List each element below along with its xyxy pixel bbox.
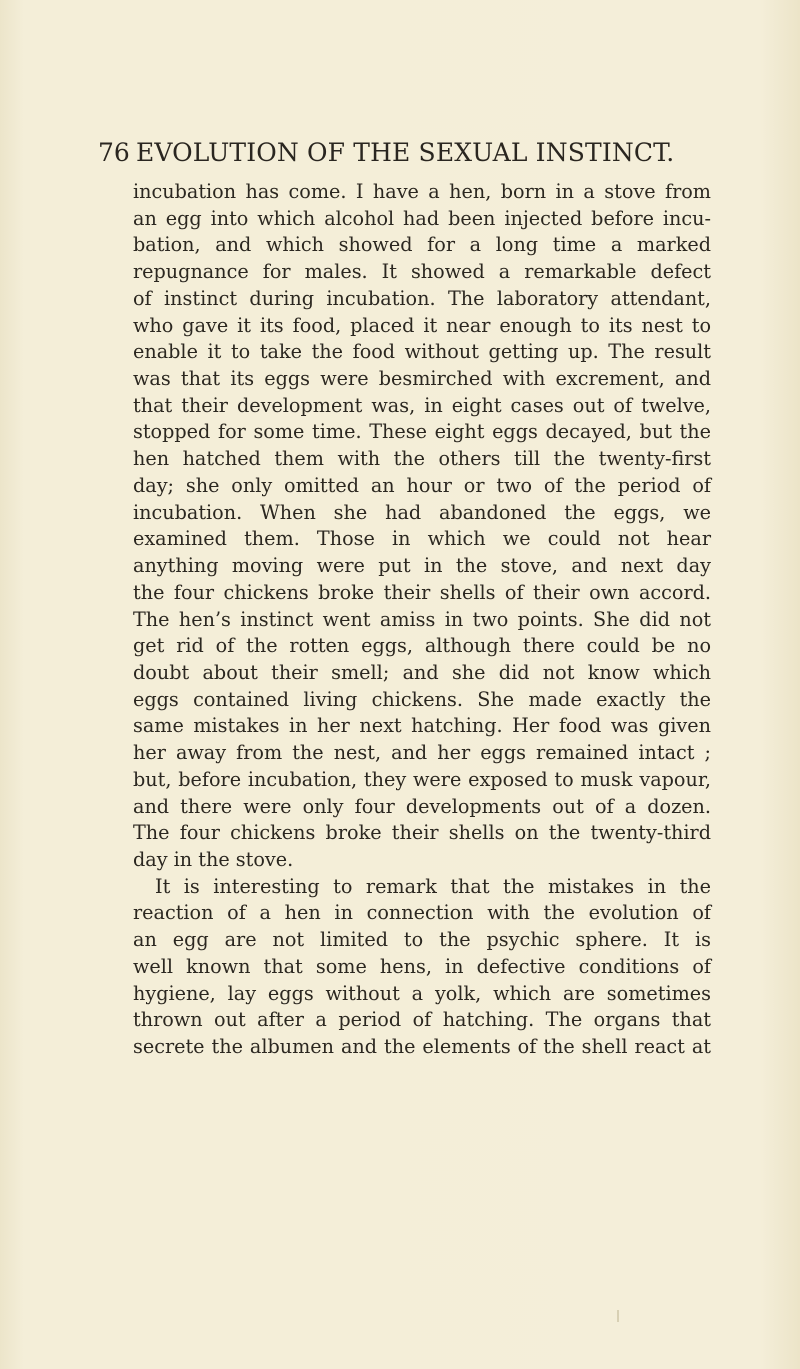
text-line: of instinct during incubation. The laboratory attendant, (133, 286, 711, 310)
text-line: an egg are not limited to the psychic sphere. It is (133, 928, 711, 952)
text-line: The four chickens broke their shells on the twenty-third (133, 821, 711, 845)
text-line: day; she only omitted an hour or two of the period of (133, 473, 711, 497)
text-line: her away from the nest, and her eggs remained intact ; (133, 741, 711, 765)
text-line: was that its eggs were besmirched with excrement, and (133, 367, 711, 391)
paragraph-last-line: day in the stove. (133, 847, 294, 871)
paper-speck (617, 1310, 619, 1322)
text-line: anything moving were put in the stove, and next day (133, 554, 711, 578)
text-line: reaction of a hen in connection with the evolution of (133, 901, 711, 925)
text-line: same mistakes in her next hatching. Her food was given (133, 714, 711, 738)
text-line: The hen’s instinct went amiss in two points. She did not (133, 607, 711, 631)
text-line: who gave it its food, placed it near enough to its nest to (133, 313, 711, 337)
text-line: incubation has come. I have a hen, born in a stove from (133, 180, 711, 203)
page-number: 76 (98, 138, 130, 167)
text-line: stopped for some time. These eight eggs decayed, but the (133, 420, 711, 444)
text-line: examined them. Those in which we could not hear (133, 527, 711, 551)
text-line: hygiene, lay eggs without a yolk, which are sometimes (133, 981, 711, 1005)
text-line: well known that some hens, in defective conditions of (133, 954, 711, 978)
text-line: eggs contained living chickens. She made exactly the (133, 687, 711, 711)
text-line: enable it to take the food without getting up. The result (133, 340, 711, 364)
text-line: an egg into which alcohol had been injected before incu- (133, 206, 711, 230)
text-line: incubation. When she had abandoned the eggs, we (133, 500, 711, 524)
page-header (98, 138, 718, 174)
text-line: the four chickens broke their shells of their own accord. (133, 580, 711, 604)
text-line: get rid of the rotten eggs, although there could be no (133, 634, 711, 658)
text-line: and there were only four developments out of a dozen. (133, 794, 711, 818)
text-line: doubt about their smell; and she did not know which (133, 660, 711, 684)
paragraph-first-line: It is interesting to remark that the mistakes in the (155, 874, 711, 898)
body-text (133, 179, 711, 1061)
running-title: EVOLUTION OF THE SEXUAL INSTINCT. (136, 138, 675, 167)
text-line: secrete the albumen and the elements of the shell react at (133, 1035, 711, 1058)
text-line: hen hatched them with the others till the twenty-first (133, 447, 711, 471)
text-line: thrown out after a period of hatching. The organs that (133, 1008, 711, 1032)
text-line: that their development was, in eight cases out of twelve, (133, 393, 711, 417)
text-line: but, before incubation, they were exposed to musk vapour, (133, 767, 711, 791)
text-line: repugnance for males. It showed a remarkable defect (133, 260, 711, 284)
text-line: bation, and which showed for a long time a marked (133, 233, 711, 257)
